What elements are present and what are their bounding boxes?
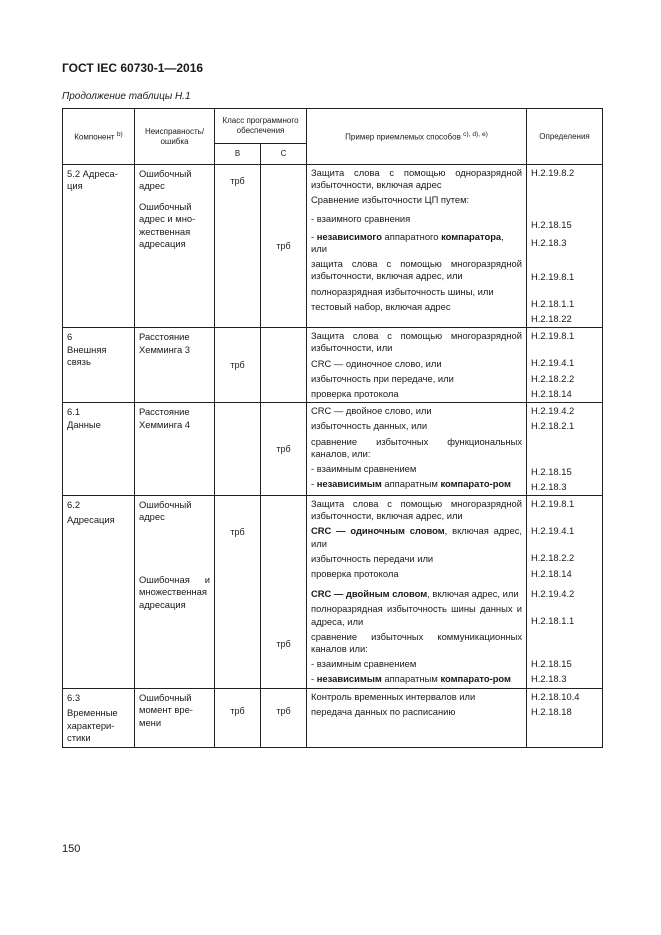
component-cell: 6.1 Данные	[63, 403, 135, 496]
header-component: Компонент $^{b)}$	[63, 109, 135, 165]
fault-cell: Ошибочный адрес Ошибочная и множественная адресация	[135, 496, 215, 689]
header-class-b: В	[215, 144, 261, 165]
page-number: 150	[62, 843, 81, 855]
definition-cell: H.2.19.4.2 H.2.18.2.1 H.2.18.15 H.2.18.3	[527, 403, 603, 496]
table-row	[63, 688, 603, 748]
table-row	[63, 403, 603, 496]
header-class-c: С	[261, 144, 307, 165]
table-row	[63, 328, 603, 403]
class-c-cell: трб	[261, 688, 307, 748]
header-software-class: Класс программного обеспечения	[215, 109, 307, 144]
class-b-cell: трб	[215, 328, 261, 403]
class-c-cell	[261, 328, 307, 403]
fault-cell: Ошибочный момент вре-мени	[135, 688, 215, 748]
class-b-cell: трб	[215, 165, 261, 328]
document-code: ГОСТ IEC 60730-1—2016	[62, 61, 204, 75]
definition-cell: H.2.19.8.2 H.2.18.15 H.2.18.3 H.2.19.8.1 H.2.18.1.1 H.2.18.22	[527, 165, 603, 328]
fault-cell: Расстояние Хемминга 4	[135, 403, 215, 496]
class-b-cell: трб	[215, 496, 261, 689]
definition-cell: H.2.18.10.4 H.2.18.18	[527, 688, 603, 748]
example-cell: Контроль временных интервалов или передача данных по расписанию	[307, 688, 527, 748]
table-row	[63, 496, 603, 689]
table-caption: Продолжение таблицы Н.1	[62, 91, 191, 102]
component-cell: 6 Внешняя связь	[63, 328, 135, 403]
header-definitions: Определения	[527, 109, 603, 165]
class-b-cell	[215, 403, 261, 496]
header-fault: Неисправность/ ошибка	[135, 109, 215, 165]
standards-table	[62, 108, 603, 748]
fault-cell: Расстояние Хемминга 3	[135, 328, 215, 403]
fault-cell: Ошибочный адрес Ошибочный адрес и мно-жественная адресация	[135, 165, 215, 328]
class-c-cell: трб	[261, 403, 307, 496]
example-cell: Защита слова с помощью многоразрядной избыточности, включая адрес, или CRC — одиночным словом, включая адрес, или избыточность передачи или проверка протокола CRC — двойным словом, включая адрес, или полноразрядная избыточность шины данных и адреса, или сравнение избыточных коммуникационных каналов или: - взаимным сравнением - независимым аппаратным компарато-ром	[307, 496, 527, 689]
component-cell: 5.2 Адреса-ция	[63, 165, 135, 328]
header-example: Пример приемлемых способов $^{c), d), e)}$	[307, 109, 527, 165]
component-cell: 6.3 Временные характери-стики	[63, 688, 135, 748]
definition-cell: H.2.19.8.1 H.2.19.4.1 H.2.18.2.2 H.2.18.14 H.2.19.4.2 H.2.18.1.1 H.2.18.15 H.2.18.3	[527, 496, 603, 689]
definition-cell: H.2.19.8.1 H.2.19.4.1 H.2.18.2.2 H.2.18.14	[527, 328, 603, 403]
class-c-cell: трб	[261, 496, 307, 689]
example-cell: CRC — двойное слово, или избыточность данных, или сравнение избыточных функциональных каналов, или: - взаимным сравнением - независимым аппаратным компарато-ром	[307, 403, 527, 496]
class-c-cell: трб	[261, 165, 307, 328]
table-row	[63, 165, 603, 328]
class-b-cell: трб	[215, 688, 261, 748]
example-cell: Защита слова с помощью одноразрядной избыточности, включая адрес Сравнение избыточности ЦП путем: - взаимного сравнения - независимого аппаратного компаратора, или защита слова с помощью многоразрядной избыточности, включая адрес, или полноразрядная избыточность шины, или тестовый набор, включая адрес	[307, 165, 527, 328]
example-cell: Защита слова с помощью многоразрядной избыточности, или CRC — одиночное слово, или избыточность при передаче, или проверка протокола	[307, 328, 527, 403]
component-cell: 6.2 Адресация	[63, 496, 135, 689]
